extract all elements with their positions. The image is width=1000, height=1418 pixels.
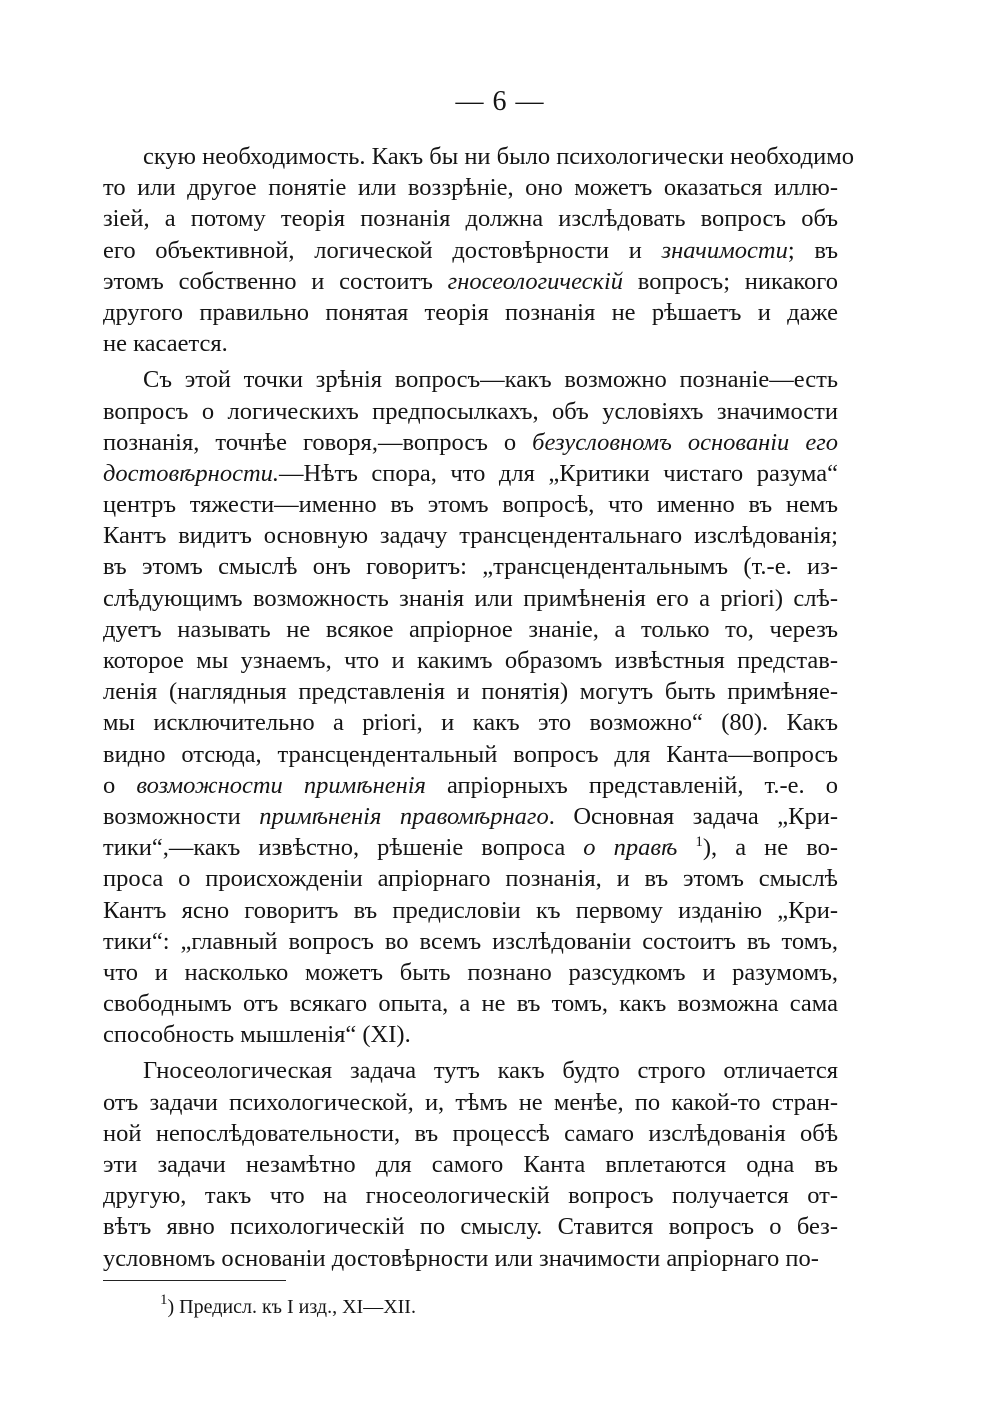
italic-text: достовѣрности. xyxy=(103,459,280,487)
text-line xyxy=(103,614,838,645)
body-text xyxy=(103,141,854,1274)
paragraph xyxy=(103,364,838,1050)
text-line xyxy=(103,863,838,894)
text-line xyxy=(103,895,838,926)
text-segment: ; въ xyxy=(787,236,839,264)
text-segment: познанія, точнѣе говоря,—вопросъ о xyxy=(103,428,533,456)
text-line xyxy=(103,520,838,551)
text-segment: вопросъ о логическихъ предпосылкахъ, объ условіяхъ значимости xyxy=(103,397,838,425)
text-segment: мы исключительно a priori, и какъ это возможно“ (80). Какъ xyxy=(103,709,838,737)
text-line xyxy=(103,1211,838,1242)
italic-text: возможности примѣненія xyxy=(136,771,426,799)
text-segment: условномъ основаніи достовѣрности или значимости апріорнаго по- xyxy=(103,1244,819,1272)
text-line xyxy=(103,988,838,1019)
text-line xyxy=(103,1087,838,1118)
text-segment: . Основная задача „Кри- xyxy=(548,802,838,830)
text-line xyxy=(103,770,838,801)
text-segment: вопросъ; никакого xyxy=(623,267,839,295)
text-segment: тики“,—какъ извѣстно, рѣшеніе вопроса xyxy=(103,834,584,862)
text-segment: возможности xyxy=(103,802,260,830)
text-line xyxy=(103,707,838,738)
text-segment: —Нѣтъ спора, что для „Критики чистаго разума“ xyxy=(279,459,838,487)
text-line xyxy=(103,364,838,395)
text-segment: ной непослѣдовательности, въ процессѣ самаго изслѣдованія обѣ xyxy=(103,1119,838,1147)
text-line xyxy=(103,297,838,328)
footnote-reference: 1 xyxy=(695,834,703,851)
page-number: — 6 — xyxy=(455,86,545,117)
text-segment: дуетъ называть не всякое апріорное знаніе, а только то, черезъ xyxy=(103,615,838,643)
text-segment: не касается. xyxy=(103,330,228,358)
text-segment: проса о происхожденіи апріорнаго познанія, и въ этомъ смыслѣ xyxy=(103,865,838,893)
text-segment: тики“: „главный вопросъ во всемъ изслѣдованіи состоитъ въ томъ, xyxy=(103,927,838,955)
text-line xyxy=(103,489,838,520)
text-segment: другую, такъ что на гносеологическій вопросъ получается от- xyxy=(103,1182,838,1210)
italic-text: гносеологическій xyxy=(447,267,624,295)
text-segment: апріорныхъ представленій, т.-е. о xyxy=(425,771,838,799)
text-line xyxy=(103,645,838,676)
paragraph xyxy=(103,1055,838,1273)
text-segment: въ этомъ смыслѣ онъ говоритъ: „трансцендентальнымъ (т.-е. из- xyxy=(103,553,838,581)
text-line xyxy=(103,458,838,489)
text-segment: отъ задачи психологической, и, тѣмъ не менѣе, по какой-то стран- xyxy=(103,1088,838,1116)
text-segment: этомъ собственно и состоитъ xyxy=(103,267,448,295)
text-segment: Съ этой точки зрѣнія вопросъ—какъ возможно познаніе—есть xyxy=(143,366,838,394)
text-line xyxy=(103,235,838,266)
text-segment: то или другое понятіе или воззрѣніе, оно можетъ оказаться иллю- xyxy=(103,174,838,202)
text-segment: центръ тяжести—именно въ этомъ вопросѣ, что именно въ немъ xyxy=(103,491,838,519)
text-segment: эти задачи незамѣтно для самого Канта вплетаются одна въ xyxy=(103,1151,838,1178)
text-segment: видно отсюда, трансцендентальный вопросъ для Канта—вопросъ xyxy=(103,740,838,768)
footnote xyxy=(160,1292,416,1319)
text-segment: что и насколько можетъ быть познано разсудкомъ и разумомъ, xyxy=(103,958,838,986)
text-line xyxy=(103,1118,838,1149)
text-segment: другого правильно понятая теорія познанія не рѣшаетъ и даже xyxy=(103,298,838,326)
text-segment: Гносеологическая задача тутъ какъ будто строго отличается xyxy=(143,1057,838,1085)
text-line xyxy=(103,396,838,427)
text-segment: свободнымъ отъ всякаго опыта, а не въ томъ, какъ возможна сама xyxy=(103,990,838,1018)
text-line xyxy=(103,1055,838,1086)
text-line xyxy=(103,801,838,832)
text-line xyxy=(103,676,838,707)
text-line xyxy=(103,1149,838,1180)
footnote-text: ) Предисл. къ I изд., XI—XII. xyxy=(167,1296,416,1318)
italic-text: безусловномъ основаніи его xyxy=(532,428,838,456)
text-line xyxy=(103,832,838,863)
text-segment: ), а не во- xyxy=(702,834,839,862)
text-segment: его объективной, логической достовѣрности и xyxy=(103,236,662,264)
text-line xyxy=(103,739,838,770)
text-segment: ленія (наглядныя представленія и понятія) могутъ быть примѣняе- xyxy=(103,678,838,706)
footnote-marker: 1 xyxy=(160,1292,168,1308)
text-line xyxy=(103,328,838,359)
text-line xyxy=(103,427,838,458)
text-segment: которое мы узнаемъ, что и какимъ образомъ извѣстныя представ- xyxy=(103,647,838,674)
text-segment: о xyxy=(103,771,137,799)
footnote-rule xyxy=(103,1280,286,1281)
italic-text: значимости xyxy=(661,236,788,264)
text-line xyxy=(103,957,838,988)
text-line xyxy=(103,141,854,172)
text-segment xyxy=(677,834,695,861)
text-segment: скую необходимость. Какъ бы ни было психологически необходимо xyxy=(143,143,854,170)
paragraph xyxy=(103,141,854,359)
text-line xyxy=(103,172,838,203)
text-segment: способность мышленія“ (XI). xyxy=(103,1021,411,1049)
text-segment: зіей, а потому теорія познанія должна изслѣдовать вопросъ объ xyxy=(103,205,838,233)
text-segment: Кантъ ясно говоритъ въ предисловіи къ первому изданію „Кри- xyxy=(103,896,838,924)
text-line xyxy=(103,926,838,957)
italic-text: о правѣ xyxy=(583,834,678,862)
text-segment: Кантъ видитъ основную задачу трансцендентальнаго изслѣдованія; xyxy=(103,522,838,550)
text-line xyxy=(103,583,838,614)
text-line xyxy=(103,551,838,582)
text-line xyxy=(103,1019,838,1050)
italic-text: примѣненія правомѣрнаго xyxy=(259,802,549,830)
text-segment: слѣдующимъ возможность знанія или примѣненія его a priori) слѣ- xyxy=(103,584,838,612)
text-line xyxy=(103,266,838,297)
text-segment: вѣтъ явно психологическій по смыслу. Ставится вопросъ о без- xyxy=(103,1213,838,1241)
text-line xyxy=(103,203,838,234)
text-line xyxy=(103,1243,838,1274)
text-line xyxy=(103,1180,838,1211)
